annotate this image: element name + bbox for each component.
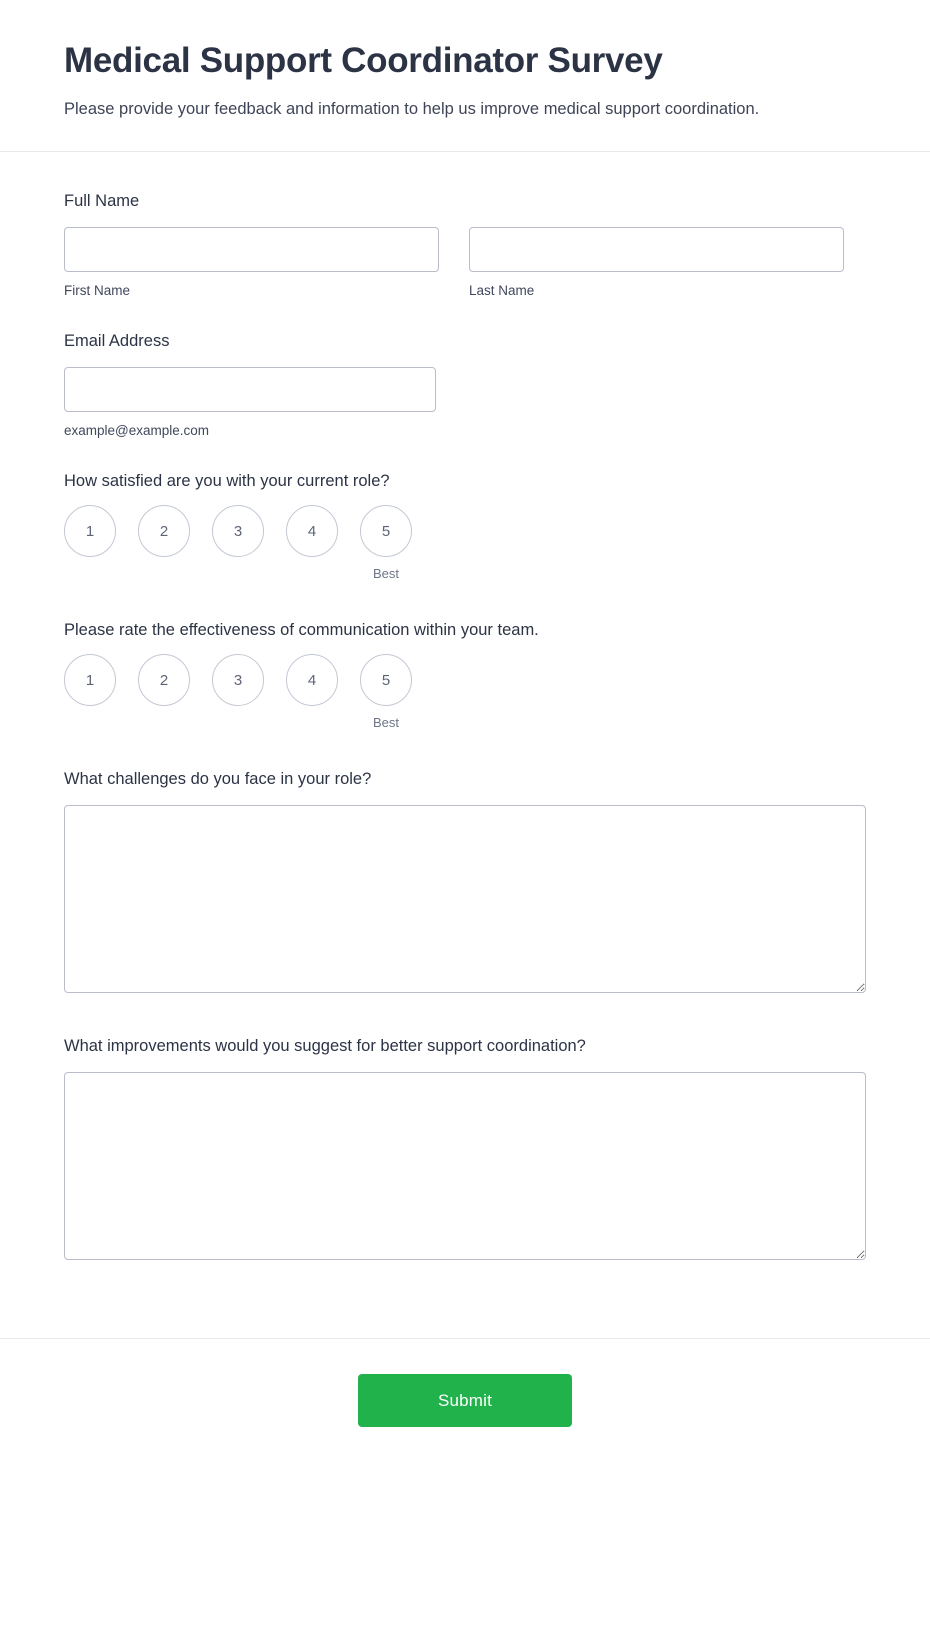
improvements-textarea[interactable] xyxy=(64,1072,866,1260)
page-subtitle: Please provide your feedback and information to help us improve medical support coordination. xyxy=(64,100,760,118)
communication-option-3 xyxy=(212,654,264,730)
communication-option-5 xyxy=(360,654,412,730)
email-column xyxy=(64,367,436,438)
full-name-row xyxy=(64,227,866,298)
form-footer xyxy=(0,1338,930,1471)
email-label: Email Address xyxy=(64,332,170,351)
form-header xyxy=(0,0,930,152)
communication-scale xyxy=(64,654,866,730)
satisfaction-option-1-circle[interactable]: 1 xyxy=(64,505,116,557)
challenges-label: What challenges do you face in your role? xyxy=(64,770,372,789)
satisfaction-option-2-circle[interactable]: 2 xyxy=(138,505,190,557)
satisfaction-option-5-circle[interactable]: 5 xyxy=(360,505,412,557)
communication-option-3-circle[interactable]: 3 xyxy=(212,654,264,706)
satisfaction-option-5 xyxy=(360,505,412,581)
field-challenges xyxy=(64,770,866,993)
submit-button[interactable]: Submit xyxy=(358,1374,572,1427)
communication-option-5-caption: Best xyxy=(372,715,399,731)
challenges-textarea[interactable] xyxy=(64,805,866,993)
last-name-input[interactable] xyxy=(469,227,844,272)
communication-label: Please rate the effectiveness of communication within your team. xyxy=(64,621,539,640)
satisfaction-option-5-caption: Best xyxy=(372,566,399,582)
improvements-label: What improvements would you suggest for better support coordination? xyxy=(64,1037,586,1056)
satisfaction-label: How satisfied are you with your current role? xyxy=(64,472,390,491)
email-sub-label: example@example.com xyxy=(64,423,210,439)
satisfaction-option-3-circle[interactable]: 3 xyxy=(212,505,264,557)
field-improvements xyxy=(64,1037,866,1260)
communication-option-1-circle[interactable]: 1 xyxy=(64,654,116,706)
last-name-column xyxy=(469,227,844,298)
field-satisfaction-rating xyxy=(64,472,866,581)
communication-option-2 xyxy=(138,654,190,730)
satisfaction-option-2 xyxy=(138,505,190,581)
satisfaction-option-1 xyxy=(64,505,116,581)
form-body xyxy=(0,152,930,1338)
field-full-name xyxy=(64,192,866,298)
communication-option-2-circle[interactable]: 2 xyxy=(138,654,190,706)
satisfaction-scale xyxy=(64,505,866,581)
satisfaction-option-3 xyxy=(212,505,264,581)
communication-option-5-circle[interactable]: 5 xyxy=(360,654,412,706)
first-name-sub-label: First Name xyxy=(64,283,131,299)
first-name-input[interactable] xyxy=(64,227,439,272)
email-input[interactable] xyxy=(64,367,436,412)
page-title: Medical Support Coordinator Survey xyxy=(64,41,663,80)
full-name-label: Full Name xyxy=(64,192,140,211)
field-communication-rating xyxy=(64,621,866,730)
communication-option-1 xyxy=(64,654,116,730)
last-name-sub-label: Last Name xyxy=(469,283,535,299)
field-email-address xyxy=(64,332,866,438)
communication-option-4-circle[interactable]: 4 xyxy=(286,654,338,706)
first-name-column xyxy=(64,227,439,298)
communication-option-4 xyxy=(286,654,338,730)
satisfaction-option-4-circle[interactable]: 4 xyxy=(286,505,338,557)
satisfaction-option-4 xyxy=(286,505,338,581)
